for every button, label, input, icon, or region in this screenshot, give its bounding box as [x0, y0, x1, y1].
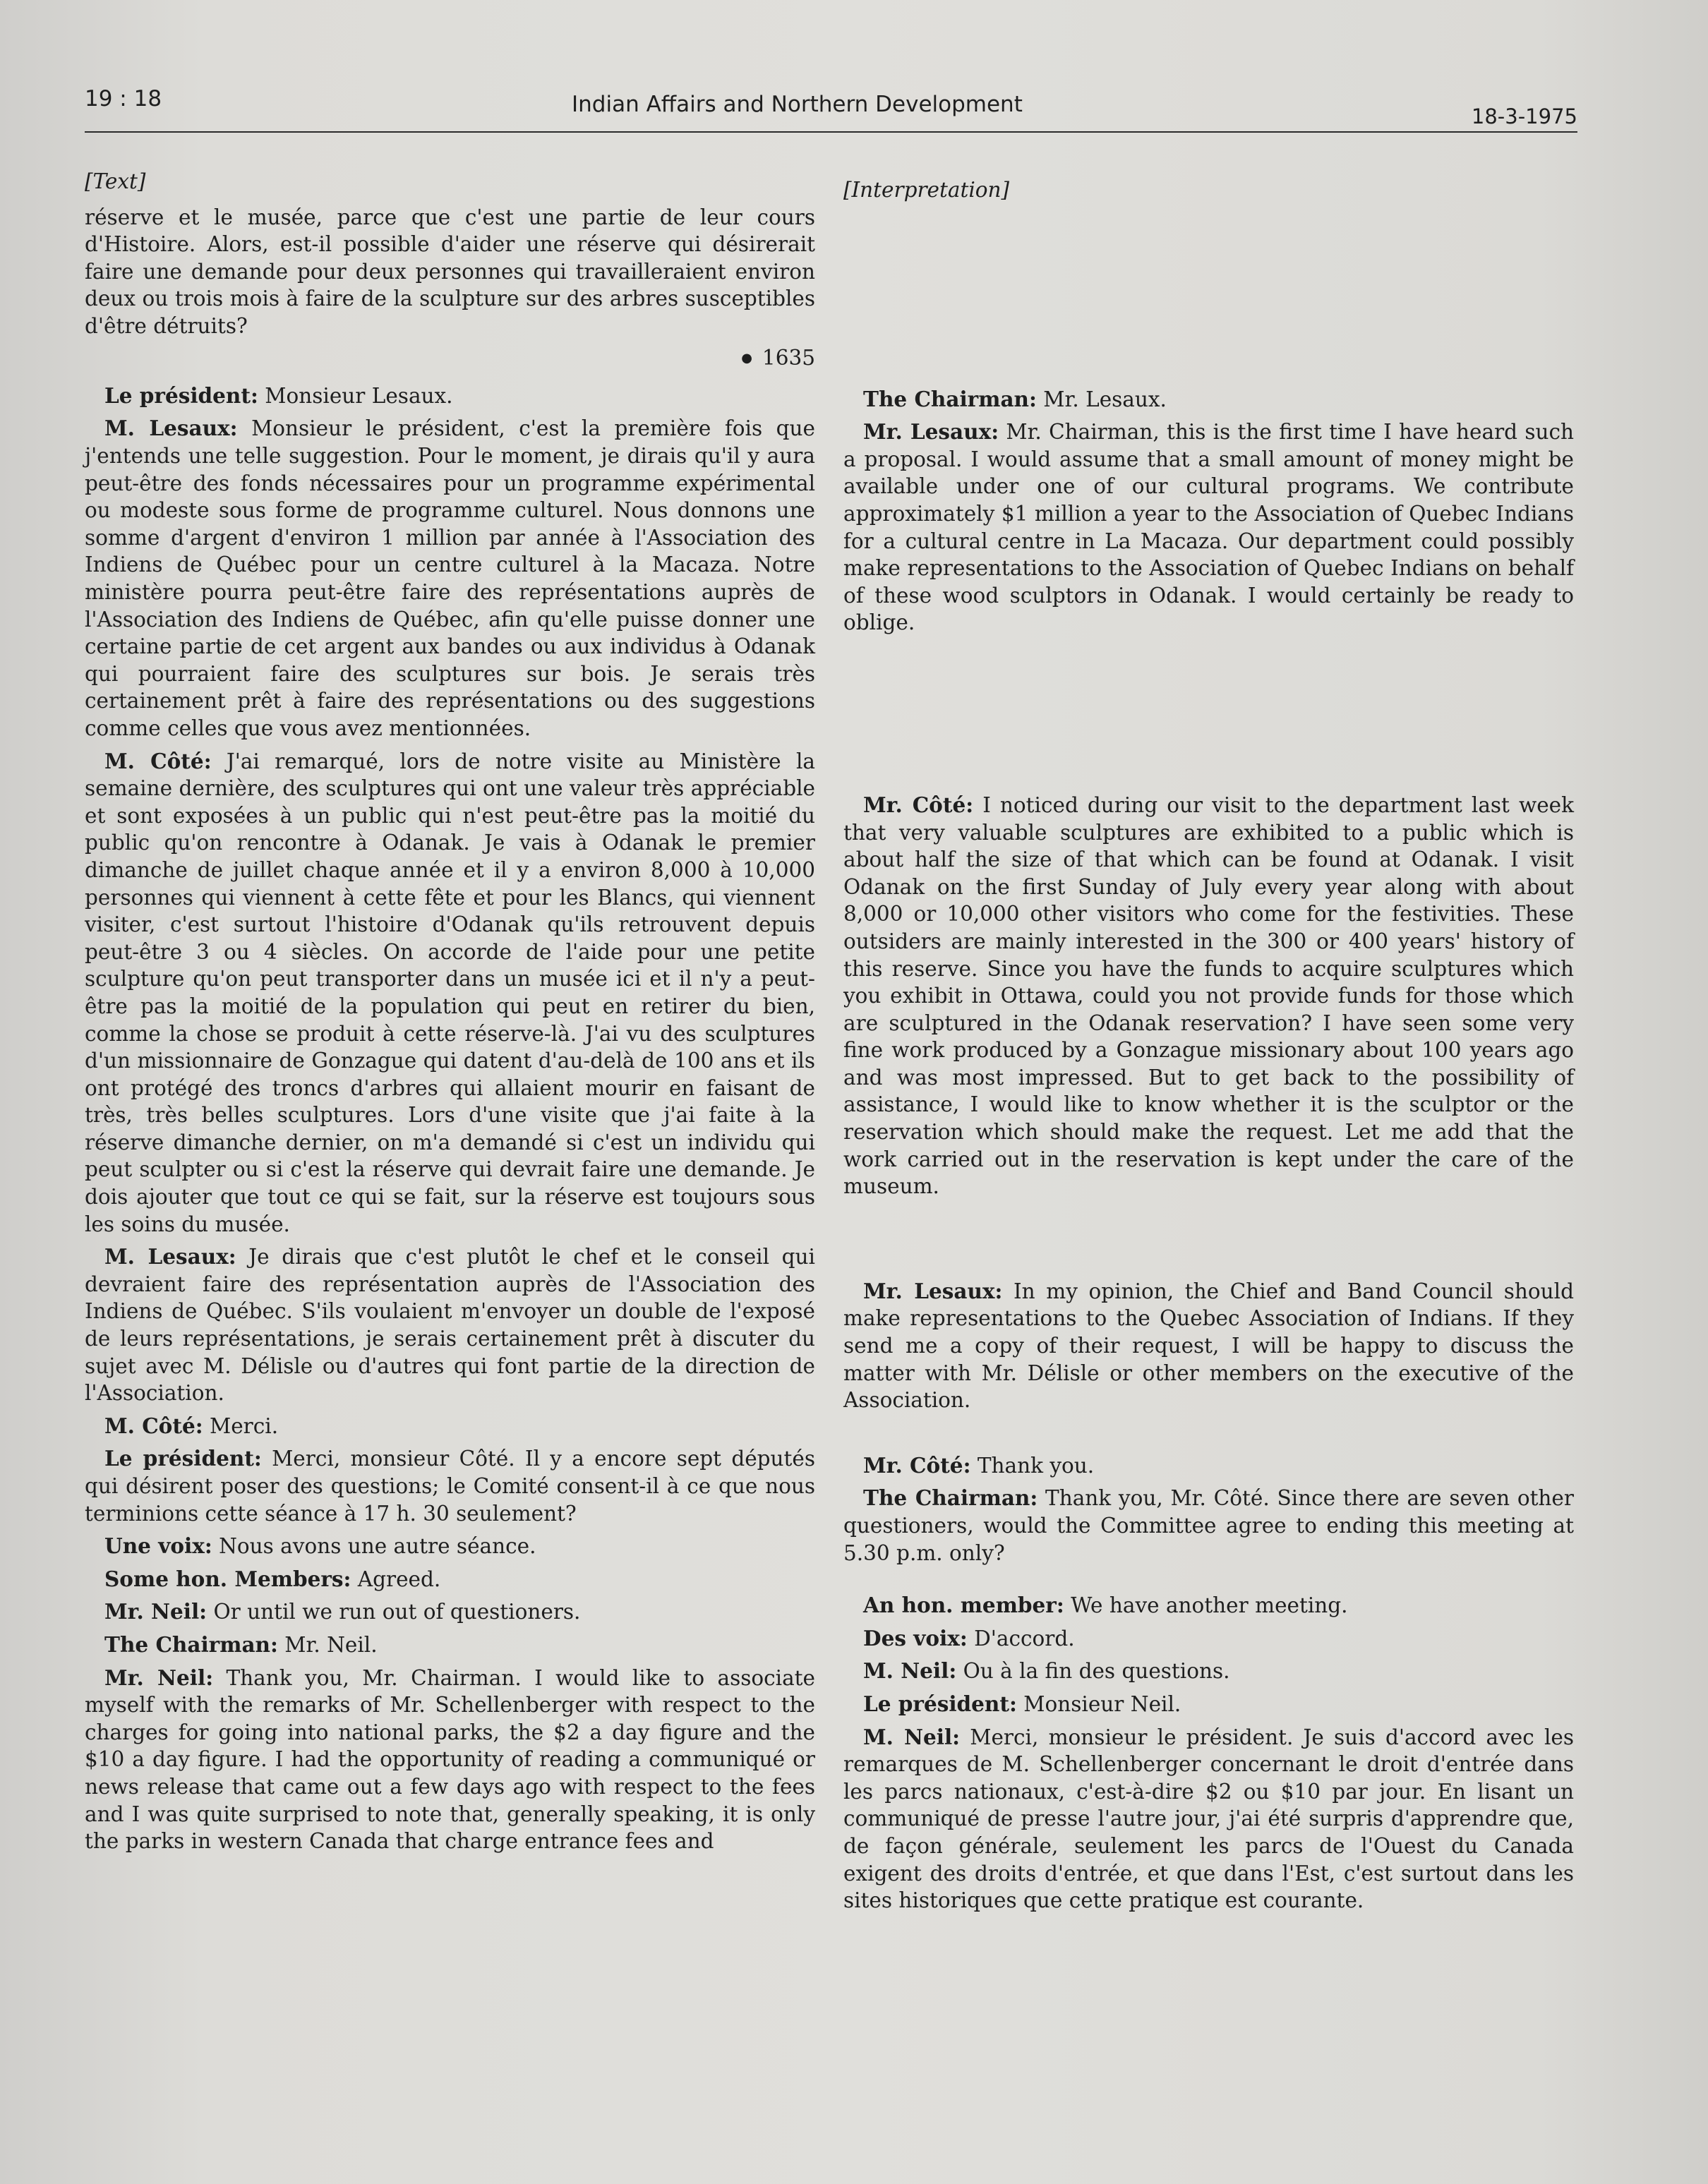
speech: I noticed during our visit to the department last week that very valuable sculptures are exhibited to a public which is about half the size of that which can be found at Odanak. I visit Odanak on the first Sunday of July every year along with about 8,000 or 10,000 other visitors who come for the festivities. These outsiders are mainly interested in the 300 or 400 years' history of this reserve. Since you have the funds to acquire sculptures which you exhibit in Ottawa, could you not provide funds for those which are sculptured in the Odanak reservation? I have seen some very fine work produced by a Gonzague missionary about 100 years ago and was most impressed. But to get back to the possibility of assistance, I would like to know whether it is the sculptor or the reservation which should make the request. Let me add that the work carried out in the reservation is kept under the care of the museum.	[843, 792, 1574, 1199]
spacer	[843, 1200, 1574, 1272]
interpretation-tag: [Interpretation]	[843, 178, 1010, 202]
paragraph	[843, 1625, 1574, 1653]
paragraph	[85, 1631, 815, 1659]
paragraph	[85, 1533, 815, 1560]
speaker: M. Côté:	[104, 1413, 203, 1438]
paragraph	[85, 1566, 815, 1593]
speech: Or until we run out of questioners.	[207, 1600, 581, 1624]
speech: Mr. Neil.	[277, 1632, 378, 1657]
right-column	[843, 168, 1574, 1914]
paragraph	[843, 1658, 1574, 1685]
spacer	[843, 637, 1574, 786]
speaker: The Chairman:	[863, 1485, 1038, 1511]
paragraph	[85, 1243, 815, 1407]
page-number: 19 : 18	[85, 86, 162, 111]
paragraph	[85, 1445, 815, 1527]
speech: Mr. Lesaux.	[1036, 387, 1167, 411]
time-marker: ● 1635	[85, 344, 815, 373]
speech: Monsieur Neil.	[1016, 1691, 1181, 1716]
paragraph	[85, 748, 815, 1238]
speech: We have another meeting.	[1064, 1593, 1348, 1618]
speech: Merci, monsieur Côté. Il y a encore sept députés qui désirent poser des questions; le Comité consent-il à ce que nous terminions cette séance à 17 h. 30 seulement?	[85, 1447, 815, 1526]
paragraph: réserve et le musée, parce que c'est une partie de leur cours d'Histoire. Alors, est-il possible d'aider une réserve qui désirerait faire une demande pour deux personnes qui travailleraient environ deux ou trois mois à faire de la sculpture sur des arbres susceptibles d'être détruits?	[85, 205, 815, 338]
paragraph	[843, 418, 1574, 637]
paragraph	[843, 1452, 1574, 1480]
speaker: M. Lesaux:	[104, 416, 238, 441]
speaker: M. Neil:	[863, 1658, 957, 1684]
speech: Thank you.	[970, 1453, 1095, 1478]
paragraph	[843, 386, 1574, 414]
paragraph	[85, 1598, 815, 1626]
speaker: The Chairman:	[863, 386, 1037, 411]
spacer	[843, 1567, 1574, 1586]
paragraph	[843, 1691, 1574, 1718]
spacer	[843, 212, 1574, 380]
running-title: Indian Affairs and Northern Development	[572, 92, 1023, 117]
speaker: Mr. Lesaux:	[863, 1278, 1003, 1303]
header-rule	[85, 131, 1577, 133]
speaker: An hon. member:	[863, 1593, 1064, 1618]
paragraph	[85, 415, 815, 742]
paragraph	[843, 1724, 1574, 1914]
speech: J'ai remarqué, lors de notre visite au Ministère la semaine dernière, des sculptures qui ont une valeur très appréciable et sont exposées à un public qui n'est peut-être pas la moitié du public qu'on rencontre à Odanak. Je vais à Odanak le premier dimanche de juillet chaque année et il y a environ 8,000 à 10,000 personnes qui viennent à cette fête et pour les Blancs, qui viennent visiter, c'est surtout l'histoire d'Odanak qu'ils retrouvent depuis peut-être 3 ou 4 siècles. On accorde de l'aide pour une petite sculpture qu'on peut transporter dans un musée ici et il n'y a peut-être pas la moitié de la population qui peut en retirer du bien, comme la chose se produit à cette réserve-là. J'ai vu des sculptures d'un missionnaire de Gonzague qui datent d'au-delà de 100 ans et ils ont protégé des troncs d'arbres qui allaient mourir en faisant de très, très belles sculptures. Lors d'une visite que j'ai faite à la réserve dimanche dernier, on m'a demandé si c'est un individu qui peut sculpter ou si c'est la réserve qui devrait faire une demande. Je dois ajouter que tout ce qui se fait, sur la réserve est toujours sous les soins du musée.	[85, 749, 815, 1236]
paragraph	[843, 1485, 1574, 1567]
speech: Je dirais que c'est plutôt le chef et le conseil qui devraient faire des représentation auprès de l'Association des Indiens de Québec. S'ils voulaient m'envoyer un double de l'exposé de leurs représentations, je serais certainement prêt à discuter du sujet avec M. Délisle ou d'autres qui font partie de la direction de l'Association.	[85, 1245, 815, 1406]
speaker: Mr. Neil:	[104, 1599, 208, 1624]
speech: Mr. Chairman, this is the first time I have heard such a proposal. I would assume that a small amount of money might be available under one of our cultural programs. We contribute approximately $1 million a year to the Association of Quebec Indians for a cultural centre in La Macaza. Our department could possibly make representations to the Association of Quebec Indians on behalf of these wood sculptors in Odanak. I would certainly be ready to oblige.	[843, 420, 1574, 635]
paragraph	[85, 1413, 815, 1440]
left-column	[85, 168, 815, 1855]
paragraph	[85, 382, 815, 410]
paragraph	[843, 792, 1574, 1200]
text-tag: [Text]	[85, 169, 146, 193]
spacer	[843, 1414, 1574, 1447]
paragraph	[85, 1665, 815, 1855]
speaker: Le président:	[104, 1446, 262, 1471]
speech: In my opinion, the Chief and Band Council should make representations to the Quebec Association of Indians. If they send me a copy of their request, I will be happy to discuss the matter with Mr. Délisle or other members on the executive of the Association.	[843, 1279, 1574, 1413]
speaker: Une voix:	[104, 1533, 212, 1559]
speaker: Mr. Lesaux:	[863, 419, 999, 445]
speech: Nous avons une autre séance.	[212, 1534, 536, 1559]
paragraph	[843, 1592, 1574, 1619]
speaker: Mr. Neil:	[104, 1665, 214, 1690]
speaker: Le président:	[104, 382, 258, 408]
speech: Monsieur Lesaux.	[258, 383, 453, 408]
speech: Merci, monsieur le président. Je suis d'accord avec les remarques de M. Schellenberger concernant le droit d'entrée dans les parcs nationaux, c'est-à-dire $2 ou $10 par jour. En lisant un communiqué de presse l'autre jour, j'ai été surpris d'apprendre que, de façon générale, seulement les parcs de l'Ouest du Canada exigent des droits d'entrée, et que dans l'Est, c'est surtout dans les sites historiques que cette pratique est courante.	[843, 1725, 1574, 1913]
page-header	[85, 83, 1577, 133]
page-date: 18-3-1975	[1471, 104, 1577, 128]
speaker: The Chairman:	[104, 1631, 278, 1657]
speech: Thank you, Mr. Côté. Since there are seven other questioners, would the Committee agree to ending this meeting at 5.30 p.m. only?	[843, 1486, 1574, 1565]
speaker: M. Neil:	[863, 1724, 961, 1749]
speech: D'accord.	[967, 1626, 1075, 1651]
speech: Thank you, Mr. Chairman. I would like to associate myself with the remarks of Mr. Schellenberger with respect to the charges for going into national parks, the $2 a day figure and the $10 a day figure. I had the opportunity of reading a communiqué or news release that came out a few days ago with respect to the fees and I was quite surprised to note that, generally speaking, it is only the parks in western Canada that charge entrance fees and	[85, 1665, 815, 1854]
speaker: Le président:	[863, 1691, 1017, 1716]
speaker: Mr. Côté:	[863, 1452, 971, 1478]
speech: Monsieur le président, c'est la première fois que j'entends une telle suggestion. Pour le moment, je dirais qu'il y aura peut-être des fonds nécessaires pour un programme expérimental ou modeste sous forme de programme culturel. Nous donnons une somme d'argent d'environ 1 million par année à l'Association des Indiens de Québec pour un centre culturel à la Macaza. Notre ministère pourra peut-être faire des représentations auprès de l'Association des Indiens de Québec, afin qu'elle puisse donner une certaine partie de cet argent aux bandes ou aux individus à Odanak qui pourraient faire des sculptures sur bois. Je serais très certainement prêt à faire des représentations ou des suggestions comme celles que vous avez mentionnées.	[85, 416, 816, 740]
speaker: M. Lesaux:	[104, 1244, 236, 1269]
speaker: Some hon. Members:	[104, 1566, 351, 1591]
speech: Merci.	[203, 1413, 279, 1438]
speech: Agreed.	[351, 1567, 441, 1591]
speaker: Mr. Côté:	[863, 792, 974, 817]
paragraph	[843, 1278, 1574, 1414]
speaker: M. Côté:	[104, 748, 212, 773]
speech: Ou à la fin des questions.	[956, 1659, 1230, 1684]
speaker: Des voix:	[863, 1625, 968, 1651]
